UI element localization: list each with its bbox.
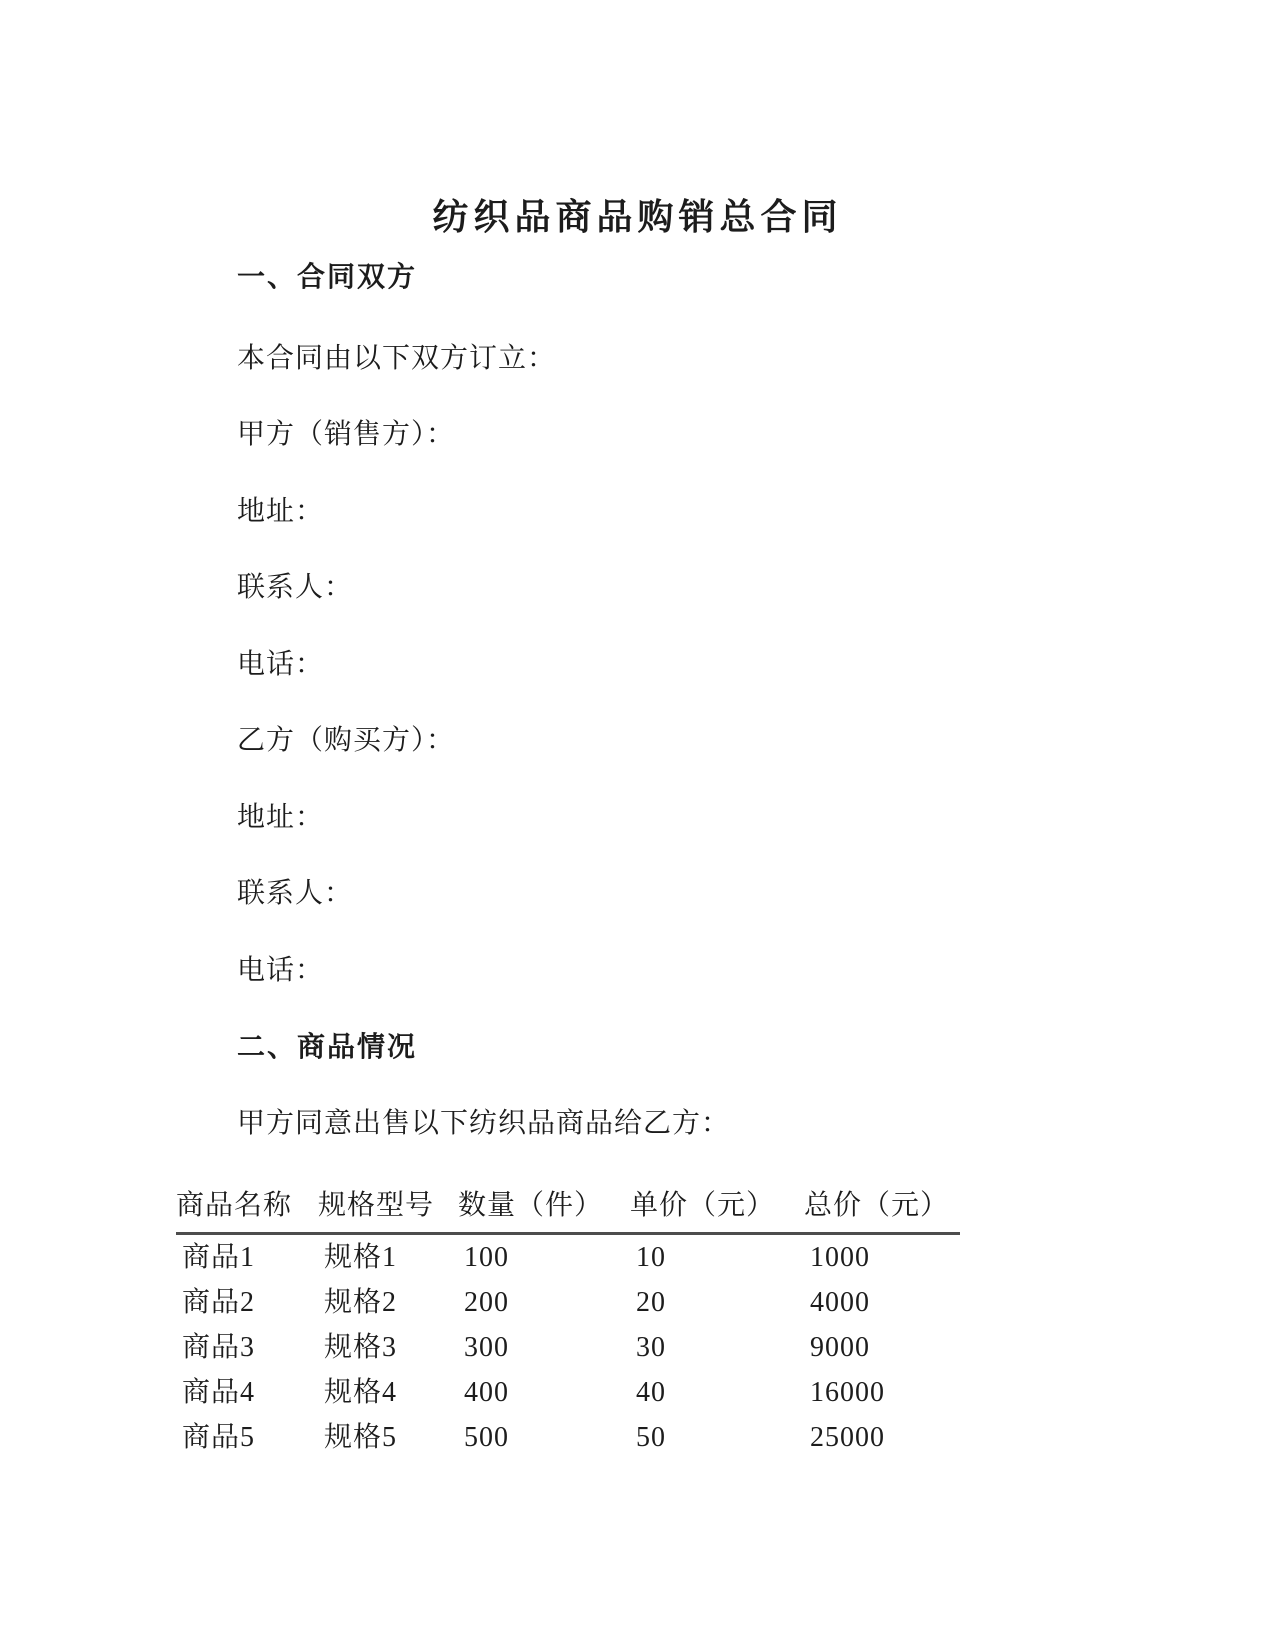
cell-total-price: 9000 (810, 1331, 870, 1363)
cell-quantity: 200 (464, 1286, 509, 1318)
cell-quantity: 400 (464, 1376, 509, 1408)
cell-spec-model: 规格4 (324, 1376, 398, 1408)
header-quantity: 数量（件） (458, 1190, 630, 1234)
cell-product-name: 商品4 (182, 1376, 256, 1408)
header-unit-price: 单价（元） (630, 1190, 804, 1234)
goods-table (176, 1190, 960, 1460)
party-a-address-line: 地址： (237, 496, 325, 527)
cell-product-name: 商品3 (182, 1331, 256, 1363)
header-spec-model: 规格型号 (318, 1190, 458, 1234)
cell-quantity: 500 (464, 1421, 509, 1453)
party-a-label-line: 甲方（销售方）： (237, 419, 456, 450)
cell-unit-price: 50 (636, 1421, 666, 1453)
table-row (176, 1325, 960, 1370)
table-row (176, 1415, 960, 1460)
goods-table-header-row (176, 1190, 960, 1234)
section-2-heading: 二、商品情况 (237, 1031, 418, 1062)
party-b-phone-line: 电话： (237, 955, 325, 986)
section-1-heading: 一、合同双方 (237, 261, 418, 292)
cell-unit-price: 40 (636, 1376, 666, 1408)
cell-spec-model: 规格2 (324, 1286, 398, 1318)
party-a-phone-line: 电话： (237, 649, 325, 680)
cell-product-name: 商品2 (182, 1286, 256, 1318)
cell-spec-model: 规格5 (324, 1421, 398, 1453)
party-b-address-line: 地址： (237, 802, 325, 833)
cell-total-price: 16000 (810, 1376, 885, 1408)
cell-total-price: 4000 (810, 1286, 870, 1318)
cell-spec-model: 规格1 (324, 1241, 398, 1273)
header-total-price: 总价（元） (804, 1190, 960, 1234)
header-product-name: 商品名称 (176, 1190, 318, 1234)
cell-unit-price: 20 (636, 1286, 666, 1318)
table-row (176, 1370, 960, 1415)
cell-product-name: 商品5 (182, 1421, 256, 1453)
intro-line: 本合同由以下双方订立： (237, 343, 557, 374)
goods-intro-line: 甲方同意出售以下纺织品商品给乙方： (237, 1108, 731, 1139)
cell-unit-price: 10 (636, 1241, 666, 1273)
party-b-label-line: 乙方（购买方）： (237, 725, 456, 756)
goods-table-header (176, 1190, 960, 1234)
cell-unit-price: 30 (636, 1331, 666, 1363)
cell-spec-model: 规格3 (324, 1331, 398, 1363)
cell-quantity: 300 (464, 1331, 509, 1363)
cell-total-price: 1000 (810, 1241, 870, 1273)
party-a-contact-line: 联系人： (237, 572, 354, 603)
table-row (176, 1280, 960, 1325)
goods-table-body (176, 1234, 960, 1461)
cell-product-name: 商品1 (182, 1241, 256, 1273)
document-title: 纺织品商品购销总合同 (432, 196, 843, 237)
party-b-contact-line: 联系人： (237, 878, 354, 909)
table-row (176, 1234, 960, 1281)
cell-total-price: 25000 (810, 1421, 885, 1453)
cell-quantity: 100 (464, 1241, 509, 1273)
